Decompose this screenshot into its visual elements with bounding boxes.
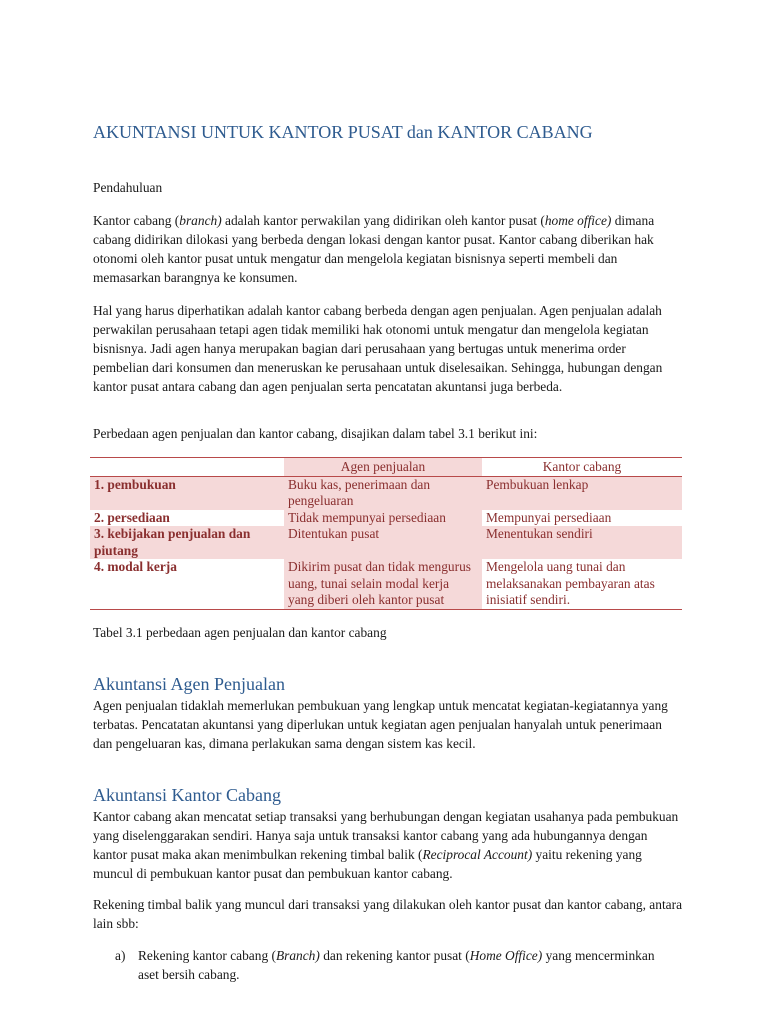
italic-term-branch: Branch) [275,948,320,963]
text-span: dan rekening kantor pusat ( [319,948,470,963]
intro-heading: Pendahuluan [93,180,163,195]
cell-cabang: Pembukuan lenkap [482,476,682,510]
cell-agen: Tidak mempunyai persediaan [284,510,482,527]
comparison-table [90,457,682,610]
italic-term-home-office: home office) [544,213,612,228]
table-caption: Tabel 3.1 perbedaan agen penjualan dan kantor cabang [93,625,387,640]
cell-agen: Buku kas, penerimaan dan pengeluaran [284,476,482,510]
text-span: Kantor cabang akan mencatat setiap transaksi yang berhubungan dengan kegiatan usahanya pada pembukuan yang diselenggarakan sendiri. Hanya saja untuk transaksi kantor cabang yang ada hubungannya dengan kantor pusat maka akan menimbulkan rekening timbal balik ( [93,809,679,862]
paragraph-reciprocal: Rekening timbal balik yang muncul dari transaksi yang dilakukan oleh kantor pusat dan kantor cabang, antara lain sbb: [93,897,683,931]
paragraph-cabang [93,807,683,883]
italic-term-reciprocal: Reciprocal Account) [422,847,533,862]
section-heading-cabang: Akuntansi Kantor Cabang [93,785,281,805]
row-label: 4. modal kerja [90,559,284,609]
table-header-row [90,458,682,477]
table-header-cell: Kantor cabang [482,458,682,477]
text-span: yaitu rekening yang muncul di pembukuan kantor pusat dan pembukuan kantor cabang. [93,847,642,881]
row-label: 1. pembukuan [90,476,284,510]
cell-cabang: Mengelola uang tunai dan melaksanakan pembayaran atas inisiatif sendiri. [482,559,682,609]
table-row [90,559,682,609]
cell-cabang: Menentukan sendiri [482,526,682,559]
table-row [90,510,682,527]
italic-term-home-office: Home Office) [469,948,543,963]
table-header-cell [90,458,284,477]
cell-cabang: Mempunyai persediaan [482,510,682,527]
text-span: Rekening kantor cabang ( [138,948,276,963]
row-label: 3. kebijakan penjualan dan piutang [90,526,284,559]
text-span: adalah kantor perwakilan yang didirikan oleh kantor pusat ( [221,213,545,228]
row-label: 2. persediaan [90,510,284,527]
table-row [90,526,682,559]
italic-term-branch: branch) [179,213,222,228]
paragraph-table-intro: Perbedaan agen penjualan dan kantor cabang, disajikan dalam tabel 3.1 berikut ini: [93,426,538,441]
list-marker: a) [115,948,126,963]
page-title: AKUNTANSI UNTUK KANTOR PUSAT dan KANTOR CABANG [93,122,593,142]
cell-agen: Ditentukan pusat [284,526,482,559]
paragraph-agen: Agen penjualan tidaklah memerlukan pembukuan yang lengkap untuk mencatat kegiatan-kegiatannya yang terbatas. Pencatatan akuntansi yang diperlukan untuk kegiatan agen penjualan hanyalah untuk penerimaan dan pengeluaran kas, dimana perlakukan sama dengan sistem kas kecil. [93,698,668,751]
section-heading-agen: Akuntansi Agen Penjualan [93,674,285,694]
paragraph-branch-definition [93,211,683,287]
list-item-text [138,946,658,984]
table-header-cell: Agen penjualan [284,458,482,477]
cell-agen: Dikirim pusat dan tidak mengurus uang, tunai selain modal kerja yang diberi oleh kantor pusat [284,559,482,609]
text-span: dimana cabang didirikan dilokasi yang berbeda dengan lokasi dengan kantor pusat. Kantor cabang diberikan hak otonomi oleh kantor pusat untuk mengatur dan mengelola kegiatan bisnisnya seperti membeli dan memasarkan barangnya ke konsumen. [93,213,655,285]
text-span: yang mencerminkan aset bersih cabang. [138,948,655,982]
text-span: Kantor cabang ( [93,213,180,228]
table-row [90,476,682,510]
paragraph-agent-difference: Hal yang harus diperhatikan adalah kantor cabang berbeda dengan agen penjualan. Agen penjualan adalah perwakilan perusahaan tetapi agen tidak memiliki hak otonomi untuk mengatur dan mengelola kegiatan bisnisnya. Jadi agen hanya merupakan bagian dari perusahaan yang bertugas untuk menerima order pembelian dari konsumen dan meneruskan ke perusahaan untuk diselesaikan. Sehingga, hubungan dengan kantor pusat antara cabang dan agen penjualan serta pencatatan akuntansi juga berbeda. [93,303,663,394]
